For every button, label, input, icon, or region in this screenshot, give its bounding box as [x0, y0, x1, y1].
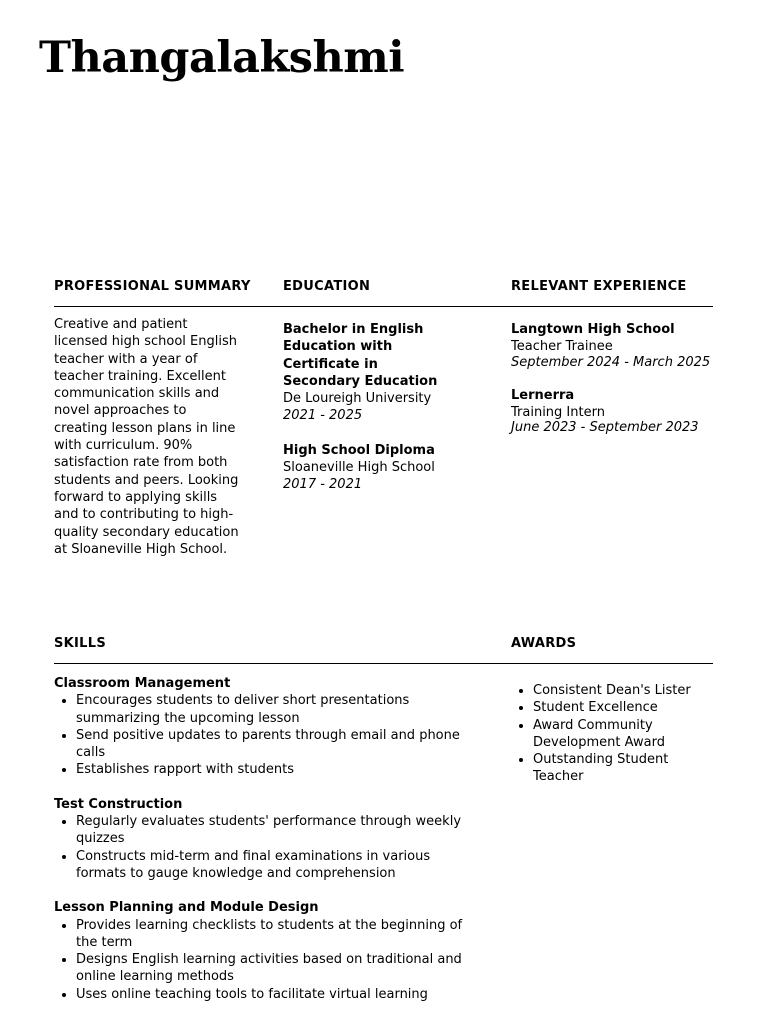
skill-group	[54, 675, 474, 779]
education-degree: High School Diploma	[283, 442, 435, 458]
skills-column	[54, 675, 474, 1020]
experience-org: Langtown High School	[511, 322, 675, 337]
experience-heading: RELEVANT EXPERIENCE	[511, 279, 687, 294]
skill-list	[54, 692, 474, 778]
award-item: • Consistent Dean's Lister	[533, 682, 711, 699]
summary-heading: PROFESSIONAL SUMMARY	[54, 279, 251, 294]
education-column	[283, 321, 458, 511]
section-divider-bottom	[54, 663, 713, 664]
skill-group-title: Classroom Management	[54, 676, 231, 691]
education-dates: 2017 - 2021	[283, 477, 363, 493]
resume-name: Thangalakshmi	[39, 33, 405, 83]
experience-role: Teacher Trainee	[511, 339, 613, 355]
skill-bullet: • Constructs mid-term and final examinations in various formats to gauge knowledge and comprehension	[76, 848, 474, 883]
experience-dates: September 2024 - March 2025	[511, 354, 711, 370]
education-degree: Bachelor in English Education with Certificate in Secondary Education	[283, 322, 438, 389]
education-school: De Loureigh University	[283, 391, 432, 407]
education-school: Sloaneville High School	[283, 460, 435, 476]
skill-group-title: Test Construction	[54, 796, 183, 812]
award-item: • Award Community Development Award	[533, 717, 711, 752]
experience-item	[511, 321, 711, 370]
skill-group	[54, 899, 474, 1003]
education-heading: EDUCATION	[283, 279, 371, 294]
experience-org: Lernerra	[511, 387, 575, 403]
skill-list	[54, 917, 474, 1003]
experience-column	[511, 321, 711, 452]
award-item: • Student Excellence	[533, 699, 711, 716]
education-item	[283, 442, 458, 494]
skill-list	[54, 813, 474, 882]
skill-group-title: Lesson Planning and Module Design	[54, 900, 319, 916]
awards-column	[511, 682, 711, 786]
summary-text: Creative and patient licensed high school English teacher with a year of teacher training. Excellent communication skills and novel approaches to creating lesson plans in line with curriculum. 90% satisfaction rate from both students and peers. Looking forward to applying skills and to contributing to high-quality secondary education at Sloaneville High School.	[54, 317, 239, 557]
experience-role: Training Intern	[511, 404, 605, 420]
skill-bullet: • Encourages students to deliver short presentations summarizing the upcoming lesson	[76, 692, 474, 727]
experience-dates: June 2023 - September 2023	[511, 420, 699, 436]
skill-bullet: • Establishes rapport with students	[76, 761, 474, 778]
skill-bullet: • Designs English learning activities based on traditional and online learning methods	[76, 951, 474, 986]
award-item: • Outstanding Student Teacher	[533, 751, 711, 786]
experience-item	[511, 387, 711, 436]
education-item	[283, 321, 458, 425]
awards-heading: AWARDS	[511, 636, 577, 651]
skill-group	[54, 796, 474, 882]
section-divider-top	[54, 306, 713, 307]
skill-bullet: • Send positive updates to parents through email and phone calls	[76, 727, 474, 762]
education-dates: 2021 - 2025	[283, 408, 363, 424]
skill-bullet: • Provides learning checklists to students at the beginning of the term	[76, 917, 474, 952]
skills-heading: SKILLS	[54, 636, 107, 651]
skill-bullet: • Regularly evaluates students' performance through weekly quizzes	[76, 813, 474, 848]
summary-column	[54, 316, 242, 558]
skill-bullet: • Uses online teaching tools to facilitate virtual learning	[76, 986, 474, 1003]
awards-list	[511, 682, 711, 786]
